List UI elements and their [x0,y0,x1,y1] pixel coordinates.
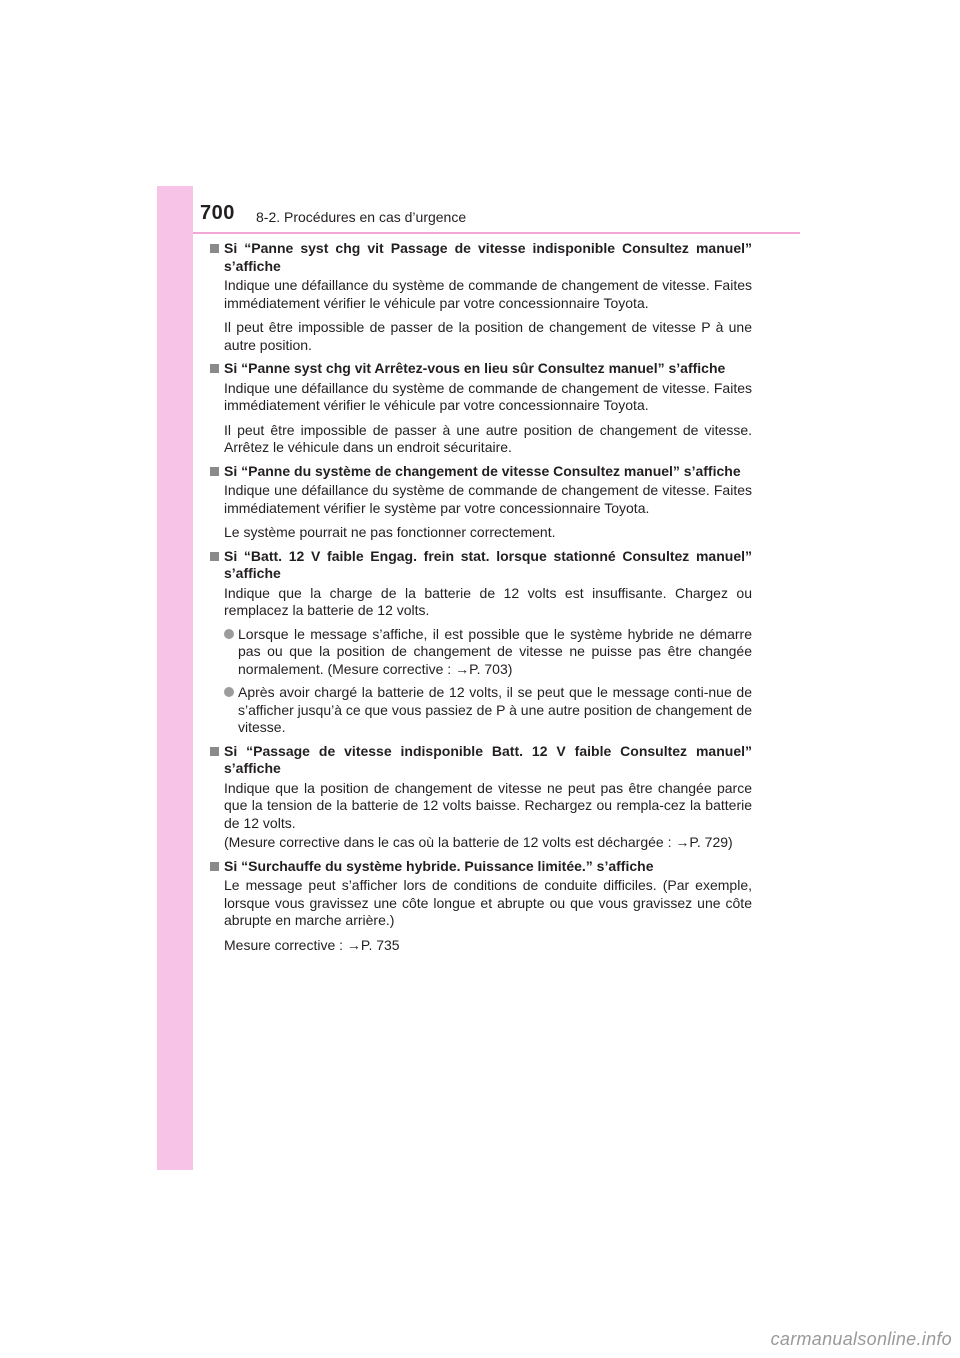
section-paragraph: Mesure corrective : →P. 735 [224,936,400,953]
circle-bullet-icon [224,629,234,639]
section-battery-low-parking [210,548,752,737]
square-bullet-icon [210,552,219,561]
section-shift-stop-safely [210,360,752,457]
square-bullet-icon [210,244,219,253]
section-paragraph: Indique que la position de changement de vitesse ne peut pas être changée parce que la tension de la batterie de 12 volts baisse. Rechargez ou rempla-cez la batterie de 12 volts. [224,779,752,831]
circle-bullet-icon [224,687,234,697]
section-paragraph: (Mesure corrective dans le cas où la batterie de 12 volts est déchargée : →P. 729) [224,834,733,850]
section-shift-unavailable-battery [210,743,752,852]
watermark-text: carmanualsonline.info [770,1329,952,1349]
section-shift-system-fault [210,463,752,542]
chapter-side-band [157,186,193,1170]
section-paragraph: Il peut être impossible de passer à une autre position de changement de vitesse. Arrêtez le véhicule dans un endroit sécuritaire. [224,421,752,455]
section-paragraph: Indique une défaillance du système de commande de changement de vitesse. Faites immédiatement vérifier le véhicule par votre concessionnaire Toyota. [224,277,752,311]
section-paragraph: Le message peut s’afficher lors de conditions de conduite difficiles. (Par exemple, lorsque vous gravissez une côte longue et abrupte ou que vous gravissez une côte abrupte en marche arrière.) [224,877,752,928]
section-heading: Si “Batt. 12 V faible Engag. frein stat. lorsque stationné Consultez manuel” s’affiche [224,547,752,581]
list-item-text: Lorsque le message s’affiche, il est possible que le système hybride ne démarre pas ou que la position de changement de vitesse ne puisse pas être changée normalement. (Mesure corrective : →P. 703) [238,625,752,677]
section-heading: Si “Panne syst chg vit Passage de vitesse indisponible Consultez manuel” s’affiche [224,240,752,274]
square-bullet-icon [210,862,219,871]
page-content [210,240,752,954]
section-paragraph: Indique que la charge de la batterie de 12 volts est insuffisante. Chargez ou remplacez la batterie de 12 volts. [224,584,752,618]
section-heading: Si “Passage de vitesse indisponible Batt. 12 V faible Consultez manuel” s’affiche [224,742,752,776]
page-number: 700 [200,202,235,224]
section-shift-panel-fault [210,240,752,354]
section-paragraph: Il peut être impossible de passer de la position de changement de vitesse P à une autre position. [224,319,752,353]
section-heading: Si “Panne du système de changement de vitesse Consultez manuel” s’affiche [224,462,741,479]
list-item [224,626,752,679]
square-bullet-icon [210,364,219,373]
list-item-text: Après avoir chargé la batterie de 12 volts, il se peut que le message conti-nue de s’afficher jusqu’à ce que vous passiez de P à une autre position de changement de vitesse. [238,684,752,735]
section-paragraph: Le système pourrait ne pas fonctionner correctement. [224,524,556,540]
list-item [224,684,752,737]
chapter-title: 8-2. Procédures en cas d’urgence [256,209,467,225]
section-heading: Si “Panne syst chg vit Arrêtez-vous en lieu sûr Consultez manuel” s’affiche [224,360,726,376]
section-hybrid-overheat [210,858,752,955]
section-paragraph: Indique une défaillance du système de commande de changement de vitesse. Faites immédiatement vérifier le véhicule par votre concessionnaire Toyota. [224,379,752,413]
header-divider [193,232,800,234]
square-bullet-icon [210,467,219,476]
section-paragraph: Indique une défaillance du système de commande de changement de vitesse. Faites immédiatement vérifier le système par votre concessionnaire Toyota. [224,482,752,516]
square-bullet-icon [210,747,219,756]
section-heading: Si “Surchauffe du système hybride. Puissance limitée.” s’affiche [224,857,654,874]
